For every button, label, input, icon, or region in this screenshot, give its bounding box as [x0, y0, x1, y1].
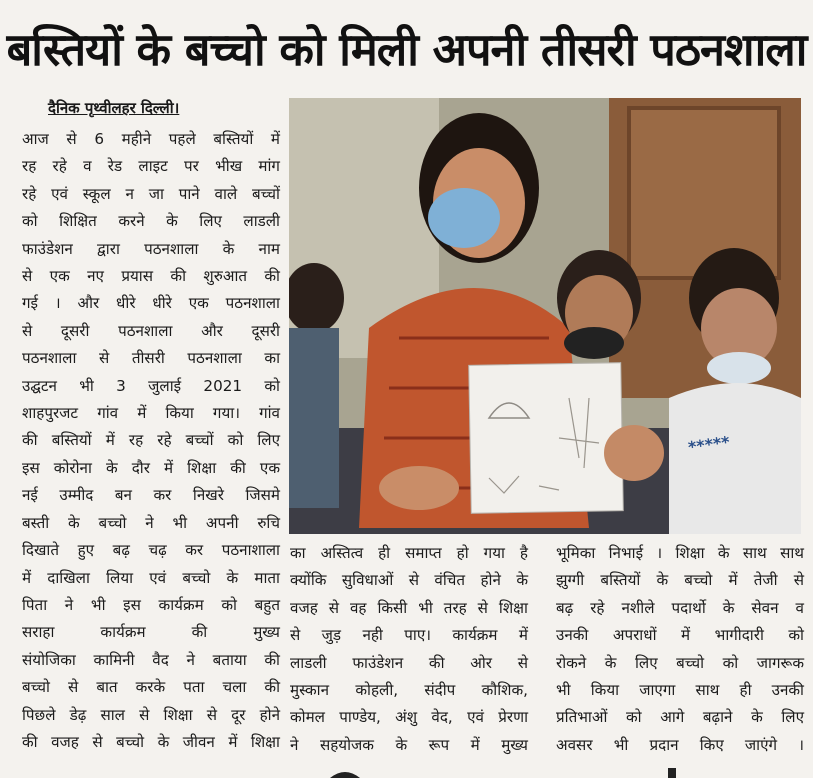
- headline: बस्तियों के बच्चो को मिली अपनी तीसरी पठनशाला: [6, 22, 807, 76]
- article-column-right: [556, 540, 804, 759]
- article-line: बच्चो से बात करके पता चला की: [22, 678, 280, 697]
- article-line: रोकने के लिए बच्चो को जागरूक: [556, 653, 804, 672]
- article-line: दिखाते हुए बढ़ चढ़ कर पठनाशाला: [22, 541, 280, 560]
- photo-illustration: [289, 98, 801, 534]
- article-line: गई । और धीरे धीरे एक पठनशाला: [22, 294, 280, 313]
- article-photo: [289, 98, 801, 534]
- article-line: भी किया जाएगा साथ ही उनकी: [556, 681, 804, 700]
- article-line: फाउंडेशन द्वारा पठनशाला के नाम: [22, 239, 280, 258]
- article-line: से एक नए प्रयास की शुरुआत की: [22, 267, 280, 286]
- article-line: अवसर भी प्रदान किए जाएंगे ।: [556, 735, 804, 754]
- article-column-left: [22, 126, 280, 756]
- article-line: वजह से वह किसी भी तरह से शिक्षा: [290, 598, 528, 617]
- article-line: से जुड़ नही पाए। कार्यक्रम में: [290, 626, 528, 645]
- article-line: कोमल पाण्डेय, अंशु वेद, एवं प्रेरणा: [290, 708, 528, 727]
- page-bottom-edge: [0, 760, 813, 778]
- article-line: में दाखिला लिया एवं बच्चो के माता: [22, 568, 280, 587]
- article-line: रहे एवं स्कूल न जा पाने वाले बच्चों: [22, 184, 280, 203]
- article-line: पिछले डेढ़ साल से शिक्षा से दूर होने: [22, 705, 280, 724]
- article-line: इस कोरोना के दौर में शिक्षा की एक: [22, 458, 280, 477]
- article-line: बढ़ रहे नशीले पदार्थो के सेवन व: [556, 598, 804, 617]
- article-line: लाडली फाउंडेशन की ओर से: [290, 653, 528, 672]
- article-line: क्योंकि सुविधाओं से वंचित होने के: [290, 571, 528, 590]
- article-column-middle: [290, 540, 528, 759]
- svg-text:*****: *****: [686, 432, 731, 457]
- article-line: उनकी अपराधों में भागीदारी को: [556, 626, 804, 645]
- article-line: प्रतिभाओं को आगे बढ़ाने के लिए: [556, 708, 804, 727]
- article-line: बस्ती के बच्चो ने भी अपनी रुचि: [22, 513, 280, 532]
- article-line: को शिक्षित करने के लिए लाडली: [22, 212, 280, 231]
- byline: दैनिक पृथ्वीलहर दिल्ली।: [48, 99, 180, 117]
- article-line: शाहपुरजट गांव में किया गया। गांव: [22, 404, 280, 423]
- article-line: उद्घटन भी 3 जुलाई 2021 को: [22, 376, 280, 395]
- article-line: की बस्तियों में रह रहे बच्चों को लिए: [22, 431, 280, 450]
- article-line: ने सहयोजक के रूप में मुख्य: [290, 735, 528, 754]
- article-line: की वजह से बच्चो के जीवन में शिक्षा: [22, 732, 280, 751]
- article-line: आज से 6 महीने पहले बस्तियों में: [22, 130, 280, 148]
- article-line: पिता ने भी इस कार्यक्रम को बहुत: [22, 595, 280, 614]
- article-line: नई उम्मीद बन कर निखरे जिसमे: [22, 486, 280, 505]
- article-line: झुग्गी बस्तियों के बच्चो में तेजी से: [556, 571, 804, 590]
- article-line: सराहा कार्यक्रम की मुख्य: [22, 623, 280, 642]
- article-line: का अस्तित्व ही समाप्त हो गया है: [290, 544, 528, 562]
- article-line: पठनशाला से तीसरी पठनशाला का: [22, 349, 280, 368]
- article-line: मुस्कान कोहली, संदीप कौशिक,: [290, 681, 528, 700]
- article-line: संयोजिका कामिनी वैद ने बताया की: [22, 650, 280, 669]
- article-line: रह रहे व रेड लाइट पर भीख मांग: [22, 157, 280, 176]
- article-line: भूमिका निभाई । शिक्षा के साथ साथ: [556, 544, 804, 562]
- article-line: से दूसरी पठनशाला और दूसरी: [22, 321, 280, 340]
